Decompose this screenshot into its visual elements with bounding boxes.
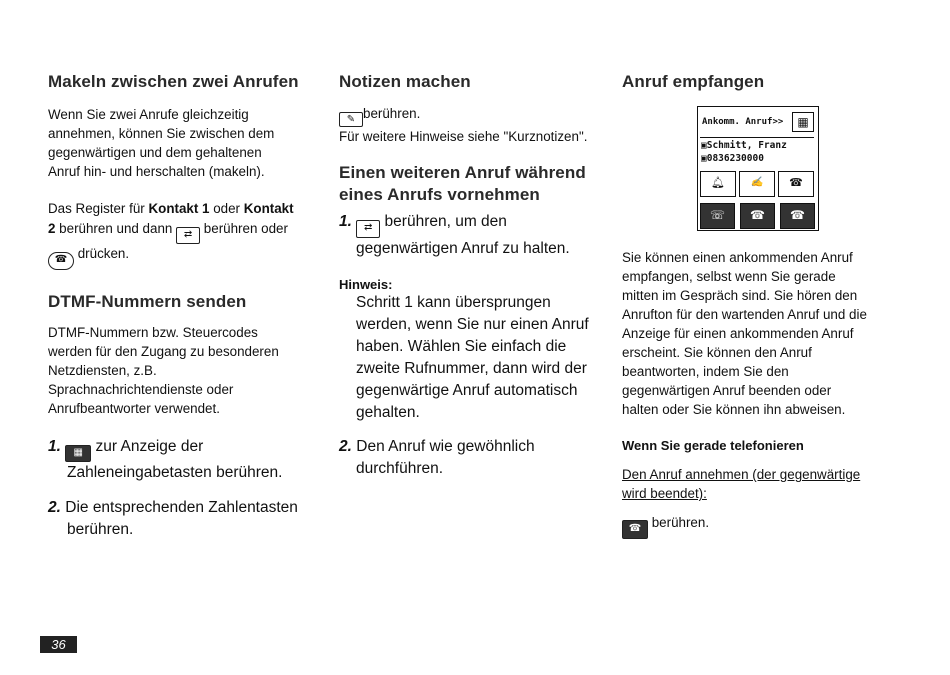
text-line: Wenn Sie zwei Anrufe gleichzeitig xyxy=(48,107,249,122)
text: berühren. xyxy=(363,106,421,121)
answer-instruction xyxy=(622,513,709,539)
makeln-paragraph xyxy=(48,105,274,181)
text: Das Register für xyxy=(48,201,149,216)
text: zur Anzeige der xyxy=(91,438,204,455)
text-line: Sprachnachrichtendienste oder xyxy=(48,382,234,397)
cursor-icon: ✍ xyxy=(739,171,775,197)
subheading-telefonieren: Wenn Sie gerade telefonieren xyxy=(622,438,804,453)
text-line: gegenwärtige Anruf automatisch xyxy=(356,382,578,399)
text-line: Anrufton für den wartenden Anruf und die xyxy=(622,307,867,322)
keypad-icon: ▦ xyxy=(65,445,91,462)
text-bold: Kontakt 1 xyxy=(148,201,210,216)
text: Die entsprechenden Zahlentasten xyxy=(65,499,298,516)
dtmf-step-2 xyxy=(48,497,298,541)
text-line: werden für den Zugang zu besonderen xyxy=(48,344,279,359)
answer-hold-icon: ☎ xyxy=(780,203,815,229)
text: berühren. xyxy=(67,521,134,538)
keypad-icon: ▦ xyxy=(792,112,814,132)
screen-title: Ankomm. Anruf>> xyxy=(702,117,784,127)
text-line: gegenwärtigen und dem gehaltenen xyxy=(48,145,262,160)
text-line: halten oder Sie können ihn abweisen. xyxy=(622,402,846,417)
step-number: 2. xyxy=(339,438,352,455)
answer-end-icon: ☎ xyxy=(622,520,648,539)
text-line: gegenwärtigen Anruf beenden oder xyxy=(622,383,832,398)
handset-icon: ☎ xyxy=(778,171,814,197)
text-line: erscheint. Sie können den Anruf xyxy=(622,345,812,360)
text: berühren oder xyxy=(200,221,288,236)
text: durchführen. xyxy=(356,460,444,477)
screen-title-bar xyxy=(700,109,814,138)
step-number: 1. xyxy=(339,213,352,230)
phone-screen-illustration xyxy=(697,106,819,231)
hold-icon: ⇄ xyxy=(356,220,380,238)
text: oder xyxy=(209,201,244,216)
text-line: gehalten. xyxy=(356,404,420,421)
section-title-dtmf: DTMF-Nummern senden xyxy=(48,292,247,311)
caller-name: ▣Schmitt, Franz xyxy=(701,140,787,151)
title-line: Einen weiteren Anruf während xyxy=(339,163,586,182)
page-number: 36 xyxy=(40,636,77,653)
text-line: Sie können einen ankommenden Anruf xyxy=(622,250,853,265)
text: berühren und dann xyxy=(55,221,177,236)
section-title-makeln: Makeln zwischen zwei Anrufen xyxy=(48,72,299,91)
text-line: Anzeige für einen ankommenden Anruf xyxy=(622,326,854,341)
text: Den Anruf wie gewöhnlich xyxy=(356,438,535,455)
caller-number-text: 0836230000 xyxy=(706,153,764,164)
text-line: DTMF-Nummern bzw. Steuercodes xyxy=(48,325,258,340)
caller-name-text: Schmitt, Franz xyxy=(706,140,787,151)
hint-label: Hinweis: xyxy=(339,277,393,292)
weiterer-step-2 xyxy=(339,436,535,480)
step-number: 2. xyxy=(48,499,61,516)
text-line: Den Anruf annehmen (der gegenwärtige xyxy=(622,467,861,482)
note-icon: ✎ xyxy=(339,112,363,127)
text: Zahleneingabetasten berühren. xyxy=(67,464,283,481)
dtmf-step-1 xyxy=(48,436,282,484)
step-number: 1. xyxy=(48,438,61,455)
answer-end-icon: ☎ xyxy=(740,203,775,229)
makeln-instructions xyxy=(48,199,318,270)
notizen-paragraph xyxy=(339,104,587,146)
bell-icon: 🔔︎ xyxy=(700,171,736,197)
text-line: haben. Wählen Sie einfach die xyxy=(356,338,567,355)
text: Für weitere Hinweise siehe "Kurznotizen". xyxy=(339,129,588,144)
text-line: annehmen, können Sie zwischen dem xyxy=(48,126,275,141)
text: gegenwärtigen Anruf zu halten. xyxy=(356,240,570,257)
text-line: empfangen, selbst wenn Sie gerade xyxy=(622,269,836,284)
text-line: Netzdiensten, z.B. xyxy=(48,363,157,378)
text: drücken. xyxy=(74,246,130,261)
section-title-anruf-empfangen: Anruf empfangen xyxy=(622,72,765,91)
text-bold: Kontakt xyxy=(243,201,294,216)
answer-ending-current-heading xyxy=(622,465,860,503)
text-line: zweite Rufnummer, dann wird der xyxy=(356,360,587,377)
dtmf-paragraph xyxy=(48,323,279,418)
anruf-paragraph xyxy=(622,248,867,419)
text: berühren. xyxy=(648,515,710,530)
text-line: Schritt 1 kann übersprungen xyxy=(356,294,551,311)
text-line: mitten im Gespräch sind. Sie hören den xyxy=(622,288,858,303)
reject-call-icon: ☏ xyxy=(700,203,735,229)
title-line: eines Anrufs vornehmen xyxy=(339,185,540,204)
section-title-weiterer-anruf xyxy=(339,162,586,206)
text-line: Anrufbeantworter verwendet. xyxy=(48,401,220,416)
swap-call-icon: ⇄ xyxy=(176,227,200,244)
caller-number: ▣0836230000 xyxy=(701,153,764,164)
text-bold: 2 xyxy=(48,221,56,236)
text-line: beantworten, indem Sie den xyxy=(622,364,789,379)
text-line: werden, wenn Sie nur einen Anruf xyxy=(356,316,589,333)
section-title-notizen: Notizen machen xyxy=(339,72,471,91)
text-line: wird beendet): xyxy=(622,486,707,501)
hint-text xyxy=(356,292,589,424)
weiterer-step-1 xyxy=(339,211,570,260)
text-line: Anruf hin- und herschalten (makeln). xyxy=(48,164,265,179)
text: berühren, um den xyxy=(380,213,507,230)
call-key-icon: ☎ xyxy=(48,252,74,270)
